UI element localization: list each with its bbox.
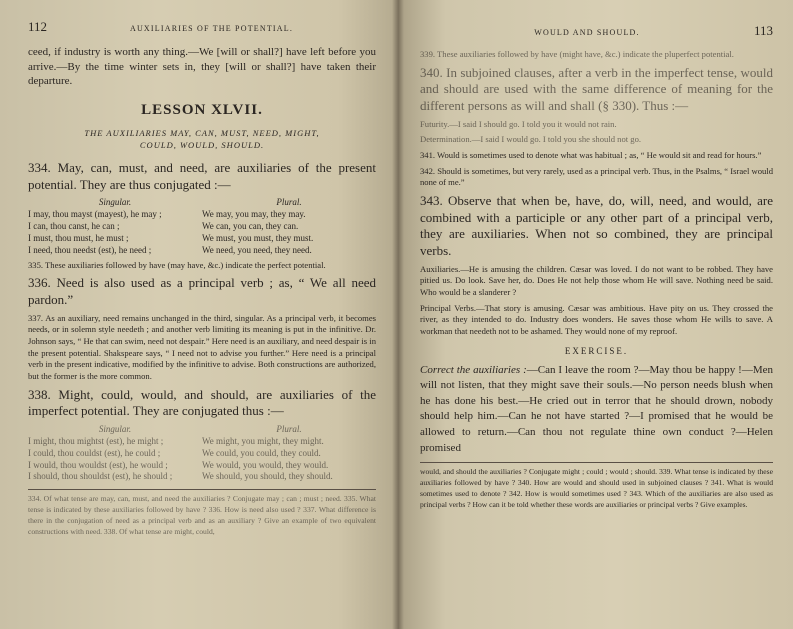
conj-cell: We might, you might, they might. <box>202 435 324 446</box>
lesson-subtitle <box>28 127 376 153</box>
singular-header: Singular. <box>98 423 132 434</box>
right-running-title: WOULD AND SHOULD. <box>534 28 640 37</box>
conj-cell: I might, thou mightst (est), he might ; <box>28 435 164 446</box>
conjugation-table-imperfect <box>28 424 376 483</box>
paragraph-334: 334. May, can, must, and need, are auxiliaries of the present potential. They are thus conjugated :— <box>28 160 376 192</box>
plural-header: Plural. <box>276 197 302 208</box>
paragraph-343: 343. Observe that when be, have, do, will, need, and would, are combined with a participle or any other part of a principal verb, they are auxiliaries. When not so combined, they are principal verbs. <box>420 193 773 259</box>
paragraph-341: 341. Would is sometimes used to denote what was habitual ; as, “ He would sit and read for hours.” <box>420 150 762 161</box>
lesson-subtitle-line-2: COULD, WOULD, SHOULD. <box>139 140 265 151</box>
exercise-text <box>420 363 773 457</box>
conj-cell: We must, you must, they must. <box>202 232 314 243</box>
book-gutter <box>392 0 404 629</box>
conj-cell: I can, thou canst, he can ; <box>28 221 120 231</box>
right-page <box>398 0 793 629</box>
exercise-body: —Can I leave the room ?—May thou be happy !—Men will not listen, that they might save their souls.—No person needs blush when he has done his best.—He cried out in terror that he should drown, nobody should help him.—Can he not have started ?—I promised that he would be allowed to return.—Can thou not regulate thine own conduct ?—Helen promised <box>420 363 774 454</box>
conj-cell: We need, you need, they need. <box>202 244 312 255</box>
exercise-lead: Correct the auxiliaries : <box>420 363 527 376</box>
right-page-number: 113 <box>753 23 773 38</box>
conj-cell: I must, thou must, he must ; <box>28 232 129 243</box>
paragraph-339: 339. These auxiliaries followed by have (might have, &c.) indicate the pluperfect potential. <box>420 49 734 60</box>
right-running-head <box>420 22 773 39</box>
conj-cell: We can, you can, they can. <box>202 221 299 231</box>
singular-header: Singular. <box>98 197 132 208</box>
footnote-divider <box>420 462 773 463</box>
conj-cell: We should, you should, they should. <box>202 471 333 482</box>
conj-cell: I may, thou mayst (mayest), he may ; <box>28 209 162 220</box>
conj-cell: We would, you would, they would. <box>202 459 329 470</box>
conj-cell: We may, you may, they may. <box>202 209 306 220</box>
lesson-subtitle-line-1: THE AUXILIARIES MAY, CAN, MUST, NEED, MIGHT, <box>84 127 320 138</box>
paragraph-335: 335. These auxiliaries followed by have (may have, &c.) indicate the perfect potential. <box>28 259 326 270</box>
plural-header: Plural. <box>276 423 302 434</box>
auxiliaries-examples: Auxiliaries.—He is amusing the children. Cæsar was loved. I do not want to be robbed. They have pitied us. Do look. Save her, do. Does He not help those whom He will save. Nothing need be said. Who would be a slanderer ? <box>420 263 773 298</box>
principal-verbs-examples: Principal Verbs.—That story is amusing. Cæsar was ambitious. Have pity on us. They crossed the river, as they intended to do. Industry does wonders. He saves those whom He wills to save. A workman that needeth not to be ashamed. They would none of my reproof. <box>420 302 773 337</box>
conj-cell: I could, thou couldst (est), he could ; <box>28 447 161 458</box>
left-running-head <box>28 18 376 35</box>
carryover-text: ceed, if industry is worth any thing.—We [will or shall?] have left before you arrive.—By the time winter sets in, they [will or shall?] have taken their departure. <box>28 46 376 88</box>
paragraph-342: 342. Should is sometimes, but very rarely, used as a principal verb. Thus, in the Psalms, “ Israel would none of me.” <box>420 165 773 188</box>
exercise-heading: EXERCISE. <box>564 345 629 356</box>
conj-cell: I would, thou wouldst (est), he would ; <box>28 459 168 470</box>
left-page-number: 112 <box>28 19 48 34</box>
conj-cell: I need, thou needst (est), he need ; <box>28 244 152 255</box>
futurity-example: Futurity.—I said I should go. I told you it would not rain. <box>420 118 617 129</box>
footnote-divider <box>28 489 376 490</box>
paragraph-337: 337. As an auxiliary, need remains unchanged in the third, singular. As a principal verb, it becomes needs, or in solemn style needeth ; and another verb limiting its meaning is put in the infinitive. Dr. Johnson says, “ He that can swim, need not despair.” Here need is an auxiliary, and need despair is in the present potential. Shakspeare says, “ I need not to advise you further.” Here need is a principal verb in the present indicative, modified by the infinitive to advise. Both constructions are authorized, but the former is the more common. <box>28 312 376 381</box>
determination-example: Determination.—I said I would go. I told you she should not go. <box>420 134 642 145</box>
paragraph-340: 340. In subjoined clauses, after a verb in the imperfect tense, would and should are used with the same difference of meaning for the different persons as will and shall (§ 330). Thus :— <box>420 64 773 114</box>
conjugation-table-present <box>28 197 376 256</box>
right-footnote: would, and should the auxiliaries ? Conjugate might ; could ; would ; should. 339. What tense is indicated by these auxiliaries followed by have ? 340. How are would and should used in subjoined clauses ? 341. What is would sometimes used to denote ? 342. How is would sometimes used ? 343. Which of the auxiliaries are also used as principal verbs ? How can it be told whether these words are auxiliaries or principal verbs ? Give examples. <box>420 467 773 509</box>
left-running-title: AUXILIARIES OF THE POTENTIAL. <box>129 24 294 33</box>
paragraph-336: 336. Need is also used as a principal verb ; as, “ We all need pardon.” <box>28 275 376 307</box>
conj-cell: I should, thou shouldst (est), he should ; <box>28 471 173 482</box>
left-footnote: 334. Of what tense are may, can, must, and need the auxiliaries ? Conjugate may ; can ; must ; need. 335. What tense is indicated by these auxiliaries followed by have ? 336. How is need also used ? 337. What difference is there in the conjugation of need as a principal verb and as an auxiliary ? Give an example of two equivalent constructions with need. 338. Of what tense are might, could, <box>28 494 376 536</box>
paragraph-338: 338. Might, could, would, and should, are auxiliaries of the imperfect potential. They are conjugated thus :— <box>28 386 376 419</box>
conj-cell: We could, you could, they could. <box>202 447 321 458</box>
lesson-title: LESSON XLVII. <box>141 101 263 118</box>
